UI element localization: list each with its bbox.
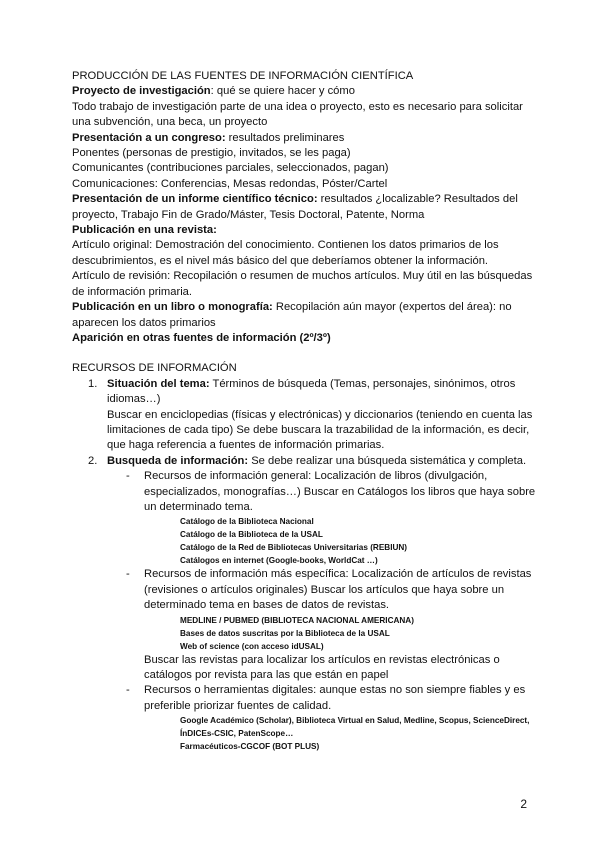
busqueda-heading (107, 454, 542, 469)
articulo-original-paragraph: Artículo original: Demostración del conocimiento. Contienen los datos primarios de los descubrimientos, es el nivel más básico del que deberíamos obtener la información. (72, 239, 499, 267)
catalog-list (72, 515, 542, 567)
digital-tools-list (72, 714, 542, 753)
busqueda-label: Busqueda de información: (107, 454, 249, 467)
list-item-busqueda (72, 454, 542, 469)
sub-item-general (72, 469, 542, 515)
congreso-label: Presentación a un congreso: (72, 131, 226, 144)
list-item: Google Académico (Scholar), Biblioteca Virtual en Salud, Medline, Scopus, ScienceDirect, ÍnDICEs-CSIC, PatenScope… (180, 716, 530, 739)
revista-label: Publicación en una revista: (72, 224, 217, 237)
proyecto-description: Todo trabajo de investigación parte de una idea o proyecto, esto es necesario para solicitar una subvención, una beca, un proyecto (72, 100, 523, 129)
digitales-text: Recursos o herramientas digitales: aunque estas no son siempre fiables y es preferible priorizar fuentes de calidad. (144, 684, 526, 712)
situacion-heading (107, 377, 542, 408)
dash-marker: - (126, 684, 130, 697)
proyecto-text: : qué se quiere hacer y cómo (210, 85, 355, 98)
list-item: Catálogo de la Biblioteca de la USAL (180, 530, 323, 540)
otras-fuentes-heading (72, 331, 542, 346)
list-number: 2. (88, 454, 98, 467)
database-list (72, 614, 542, 653)
especifica-note: Buscar las revistas para localizar los artículos en revistas electrónicas o catálogos por revista para las que están en papel (144, 653, 500, 681)
congreso-text: resultados preliminares (225, 131, 345, 144)
dash-marker: - (126, 470, 130, 483)
section-title-produccion: PRODUCCIÓN DE LAS FUENTES DE INFORMACIÓN CIENTÍFICA (72, 70, 414, 82)
document-page (72, 69, 542, 753)
otras-fuentes-label: Aparición en otras fuentes de información (2º/3º) (72, 331, 331, 344)
list-item: Bases de datos suscritas por la Biblioteca de la USAL (180, 628, 390, 638)
list-item: Catálogo de la Biblioteca Nacional (180, 517, 314, 527)
situacion-text: Términos de búsqueda (Temas, personajes, sinónimos, otros idiomas…) (107, 377, 516, 406)
general-text: Recursos de información general: Localización de libros (divulgación, especializados, monografías…) Buscar en Catálogos los libros que haya sobre un determinado tema. (144, 470, 536, 513)
informe-text: resultados ¿localizable? Resultados del proyecto, Trabajo Fin de Grado/Máster, Tesis Doctoral, Patente, Norma (72, 193, 518, 221)
comunicaciones-line: Comunicaciones: Conferencias, Mesas redondas, Póster/Cartel (72, 177, 388, 190)
libro-text: Recopilación aún mayor (expertos del área): no aparecen los datos primarios (72, 301, 512, 329)
comunicantes-line: Comunicantes (contribuciones parciales, seleccionados, pagan) (72, 162, 389, 175)
list-item: MEDLINE / PUBMED (BIBLIOTECA NACIONAL AMERICANA) (180, 615, 414, 625)
informe-label: Presentación de un informe científico técnico: (72, 193, 318, 206)
proyecto-heading (72, 84, 542, 99)
page-number: 2 (520, 797, 527, 811)
list-item: Catálogo de la Red de Bibliotecas Universitarias (REBIUN) (180, 543, 408, 553)
list-number: 1. (88, 377, 98, 390)
busqueda-text: Se debe realizar una búsqueda sistemática y completa. (248, 454, 527, 467)
list-item: Web of science (con acceso idUSAL) (180, 641, 324, 651)
sub-item-especifica (72, 567, 542, 613)
articulo-revision-paragraph: Artículo de revisión: Recopilación o resumen de muchos artículos. Muy útil en las búsquedas de información primaria. (72, 270, 533, 298)
situacion-label: Situación del tema: (107, 377, 210, 390)
situacion-description: Buscar en enciclopedias (físicas y electrónicas) y diccionarios (teniendo en cuenta las limitaciones de cada tipo) Se debe buscara la trazabilidad de la información, es decir, que haga referencia a fuentes de información primarias. (107, 408, 533, 452)
congreso-heading (72, 131, 542, 146)
libro-label: Publicación en un libro o monografía: (72, 301, 273, 314)
list-item-situacion (72, 377, 542, 454)
libro-paragraph (72, 300, 542, 331)
list-item: Catálogos en internet (Google-books, WorldCat …) (180, 556, 378, 566)
informe-paragraph (72, 192, 542, 223)
ponentes-line: Ponentes (personas de prestigio, invitados, se les paga) (72, 147, 351, 160)
revista-heading (72, 223, 542, 238)
section-title-recursos: RECURSOS DE INFORMACIÓN (72, 362, 237, 375)
especifica-text: Recursos de información más específica: Localización de artículos de revistas (revisiones o artículos originales) Buscar los artículos que haya sobre un determinado tema en bases de datos de revistas. (144, 568, 532, 612)
proyecto-label: Proyecto de investigación (72, 85, 211, 98)
sub-item-digitales (72, 683, 542, 714)
list-item: Farmacéuticos-CGCOF (BOT PLUS) (180, 742, 320, 752)
dash-marker: - (126, 568, 130, 581)
